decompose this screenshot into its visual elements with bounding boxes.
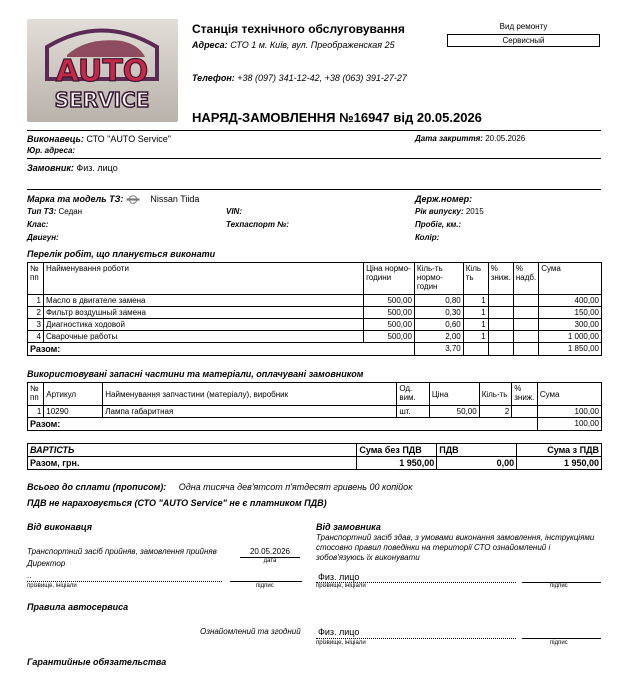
col-header: Кіль-ть нормо-годин [414, 263, 463, 295]
works-total-row: Разом: 3,70 1 850,00 [28, 343, 602, 356]
sign-caption-name: прізвище, ініціали [316, 640, 366, 646]
table-row: 2 Фильтр воздушный замена 500,00 0,30 1 150,00 [28, 307, 602, 319]
rules-title: Правила автосервиса [27, 602, 129, 612]
divider [27, 189, 601, 190]
works-table [27, 262, 602, 356]
passport-label: Техпаспорт №: [226, 220, 289, 229]
col-header: Найменування роботи [43, 263, 363, 295]
date-caption: дата [263, 558, 277, 564]
table-row: 1 10290 Лампа габаритная шт. 50,00 2 100,00 [28, 406, 602, 418]
vehicle-engine-label: Двигун: [27, 233, 59, 242]
executor-row: Виконавець: СТО "AUTO Service" [27, 134, 171, 144]
plate-label: Держ.номер: [415, 194, 473, 204]
col-header: % надб. [513, 263, 538, 295]
repair-type-field[interactable]: Сервисный [447, 34, 600, 47]
col-header: Од. вим. [397, 383, 430, 406]
station-address: Адреса: СТО 1 м. Київ, вул. Преображенская 25 [192, 40, 395, 50]
executor-dots: .. [27, 571, 32, 580]
col-header: Кіль ть [463, 263, 488, 295]
nissan-logo-icon [126, 195, 140, 204]
col-header: Сума [539, 263, 602, 295]
cost-header-row: ВАРТІСТЬ Сума без ПДВ ПДВ Сума з ПДВ [28, 444, 602, 457]
svg-text:AUTO: AUTO [55, 54, 149, 89]
from-customer-title: Від замовника [316, 522, 381, 532]
divider [27, 130, 601, 131]
table-row: 3 Диагностика ходовой 500,00 0,60 1 300,00 [28, 319, 602, 331]
col-header: Кіль-ть [479, 383, 512, 406]
col-header: Сума [537, 383, 601, 406]
works-title: Перелік робіт, що планується виконати [27, 249, 216, 259]
to-pay-row: Всього до сплати (прописом): Одна тисяча дев'ятсот п'ятдесят гривень 00 копійок [27, 482, 413, 492]
parts-total-row: Разом: 100,00 [28, 418, 602, 431]
col-header: № пп [28, 383, 44, 406]
col-header: Найменування запчастини (матеріалу), виробник [103, 383, 397, 406]
warranty-title: Гарантийные обязательства [27, 657, 167, 667]
col-header: % зниж. [488, 263, 513, 295]
divider [27, 158, 601, 159]
customer-agreement-text: Транспортний засіб здав, з умовами виконання замовлення, інструкціями стосовно правил поведінки на території СТО ознайомлений і зобов'язуюсь їх виконувати [316, 533, 595, 562]
vehicle-model: Марка та модель ТЗ: Nissan Tiida [27, 194, 200, 204]
vehicle-year: Рік випуску: 2015 [415, 207, 484, 216]
customer-row: Замовник: Физ. лицо [27, 163, 118, 173]
vehicle-class-label: Клас: [27, 220, 49, 229]
table-row: 1 Масло в двигателе замена 500,00 0,80 1 400,00 [28, 295, 602, 307]
rules-ack: Ознайомлений та згодний [200, 627, 301, 636]
sign-caption-signature: підпис [550, 583, 568, 589]
customer-name: Физ. лицо [318, 572, 360, 582]
mileage-label: Пробіг, км.: [415, 220, 462, 229]
executor-accepted-text: Транспортний засіб прийняв, замовлення прийняв [27, 547, 217, 556]
col-header: % зниж. [512, 383, 538, 406]
table-row: 4 Сварочные работы 500,00 2,00 1 1 000,00 [28, 331, 602, 343]
from-executor-title: Від виконавця [27, 522, 93, 532]
station-title: Станція технічного обслуговування [192, 22, 405, 36]
sign-caption-name: прізвище, ініціали [27, 583, 77, 589]
sign-caption-name: прізвище, ініціали [316, 583, 366, 589]
parts-header-row [28, 383, 602, 406]
order-title: НАРЯД-ЗАМОВЛЕННЯ №16947 від 20.05.2026 [192, 110, 482, 125]
col-header: № пп [28, 263, 44, 295]
col-header: Ціна [429, 383, 479, 406]
svg-text:SERVICE: SERVICE [54, 88, 150, 112]
parts-table [27, 382, 602, 431]
sign-caption-signature: підпис [256, 583, 274, 589]
station-phone: Телефон: +38 (097) 341-12-42, +38 (063) 391-27-27 [192, 73, 407, 83]
parts-title: Використовувані запасні частини та матеріали, оплачувані замовником [27, 369, 364, 379]
color-label: Колір: [415, 233, 440, 242]
cost-total-row: Разом, грн. 1 950,00 0,00 1 950,00 [28, 457, 602, 470]
works-header-row [28, 263, 602, 295]
col-header: Артикул [44, 383, 103, 406]
executor-date: 20.05.2026 [249, 547, 291, 556]
vat-note: ПДВ не нараховується (СТО "AUTO Service" не є платником ПДВ) [27, 498, 327, 508]
sign-caption-signature: підпис [550, 640, 568, 646]
repair-type-label: Вид ремонту [499, 22, 548, 31]
col-header: Ціна нормо-години [364, 263, 415, 295]
vin-label: VIN: [226, 207, 242, 216]
close-date: Дата закриття: 20.05.2026 [415, 134, 526, 143]
rules-name: Физ. лицо [318, 627, 360, 637]
legal-address-label: Юр. адреса: [27, 146, 76, 155]
executor-director: Директор [27, 559, 66, 568]
vehicle-type: Тип ТЗ: Седан [27, 207, 83, 216]
auto-service-logo [27, 19, 178, 122]
cost-table [27, 443, 602, 470]
